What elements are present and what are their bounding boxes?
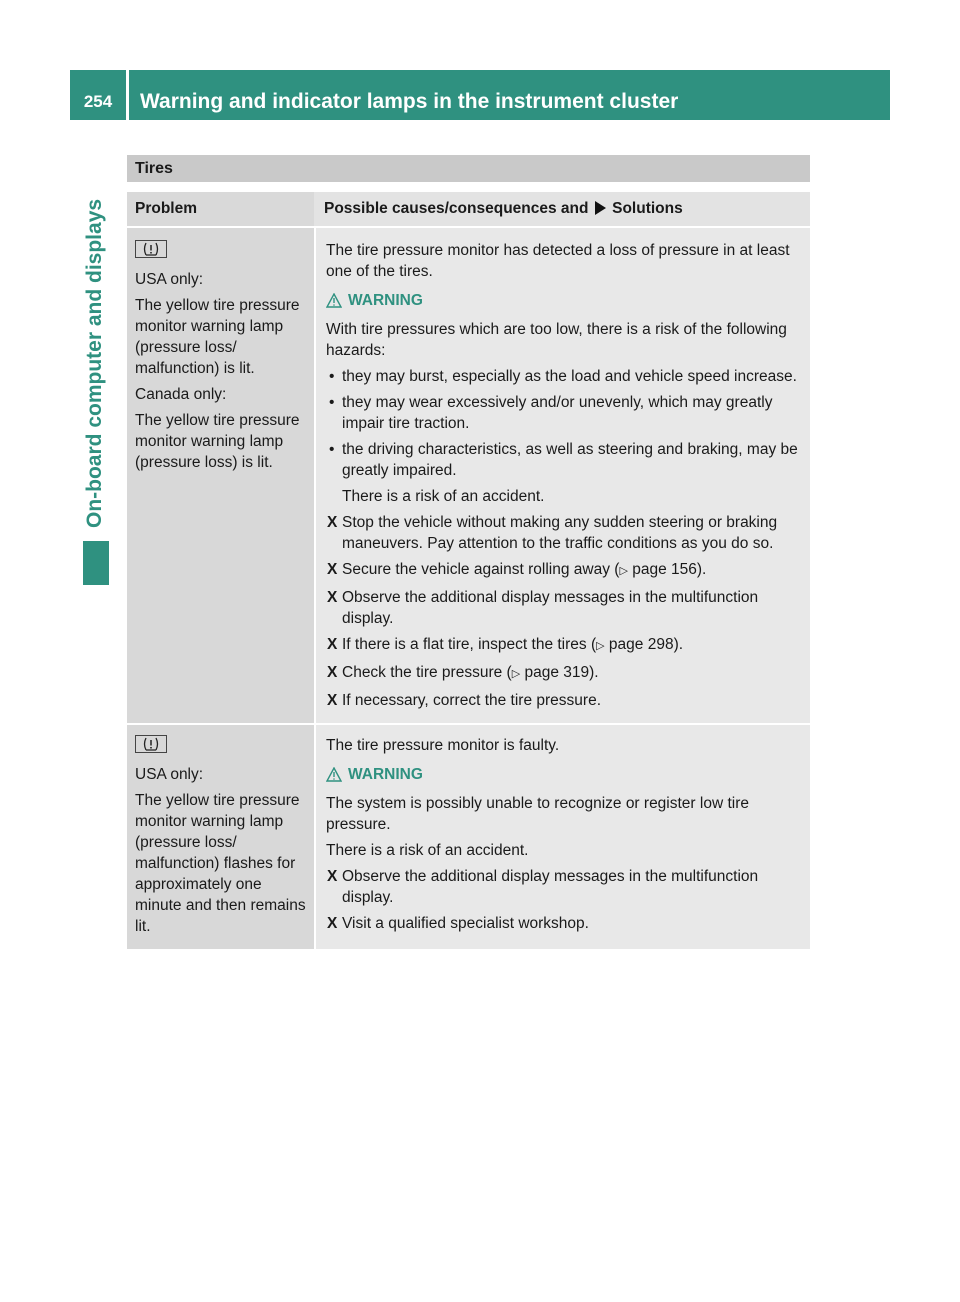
- action-arrow-icon: [595, 201, 606, 215]
- side-tab-marker: [83, 541, 109, 585]
- page-number: 254: [83, 92, 113, 111]
- warning-heading: WARNING: [326, 290, 804, 311]
- page-ref-link[interactable]: page 298).: [608, 636, 684, 653]
- warning-heading: WARNING: [326, 764, 804, 785]
- table-row: [127, 228, 810, 723]
- page-ref-link[interactable]: page 156).: [632, 561, 707, 578]
- page-title: Warning and indicator lamps in the instrument cluster: [140, 90, 679, 113]
- table-row: [127, 725, 810, 949]
- page-ref-link[interactable]: page 319).: [524, 664, 599, 681]
- page-ref-icon: ▷: [619, 565, 628, 577]
- table-header-row: [127, 192, 810, 226]
- tire-pressure-icon: [135, 240, 167, 258]
- solutions-cell: The tire pressure monitor is faulty. WARNING The system is possibly unable to recognize or register low tire pressure. There is a risk of an accident. X Observe the additional display messages in the multifunction display. X Visit a qualified specialist workshop.: [316, 725, 810, 949]
- header-problem: Problem: [127, 192, 314, 226]
- solutions-cell: The tire pressure monitor has detected a loss of pressure in at least one of the tires. WARNING With tire pressures which are too low, there is a risk of the following hazards: • they may burst, especially as the load and vehicle speed increase. • they may wear excessively and/or unevenly, which may greatly impair tire traction. • the driving characteristics, as well as steering and braking, may be greatly impaired. There is a risk of an accident. X Stop the vehicle without making any sudden steering or braking maneuvers. Pay attention to the traffic conditions as you do so. X Secure the vehicle against rolling away (▷ page 156). X Observe the additional display messages in the multifunction display. X If there is a flat tire, inspect the tires (▷ page 298). X Check the tire pressure (▷ page 319). X If necessary, correct the tire pressure.: [316, 228, 810, 723]
- page-ref-icon: ▷: [511, 668, 521, 680]
- side-tab-label: On-board computer and displays: [83, 198, 106, 528]
- warning-triangle-icon: [326, 293, 342, 308]
- table-title: Tires: [127, 155, 810, 182]
- page-ref-icon: ▷: [596, 640, 605, 652]
- problem-cell: USA only: The yellow tire pressure monitor warning lamp (pressure loss/ malfunction) is lit. Canada only: The yellow tire pressure monitor warning lamp (pressure loss) is lit.: [127, 228, 314, 723]
- warning-triangle-icon: [326, 767, 342, 782]
- header-solutions: Possible causes/consequences and Solutions: [314, 192, 810, 226]
- tire-pressure-icon: [135, 735, 167, 753]
- problem-cell: USA only: The yellow tire pressure monitor warning lamp (pressure loss/ malfunction) flashes for approximately one minute and then remains lit.: [127, 725, 314, 949]
- header-divider: [126, 70, 129, 120]
- page-header: [70, 70, 890, 120]
- tires-table: [127, 155, 810, 949]
